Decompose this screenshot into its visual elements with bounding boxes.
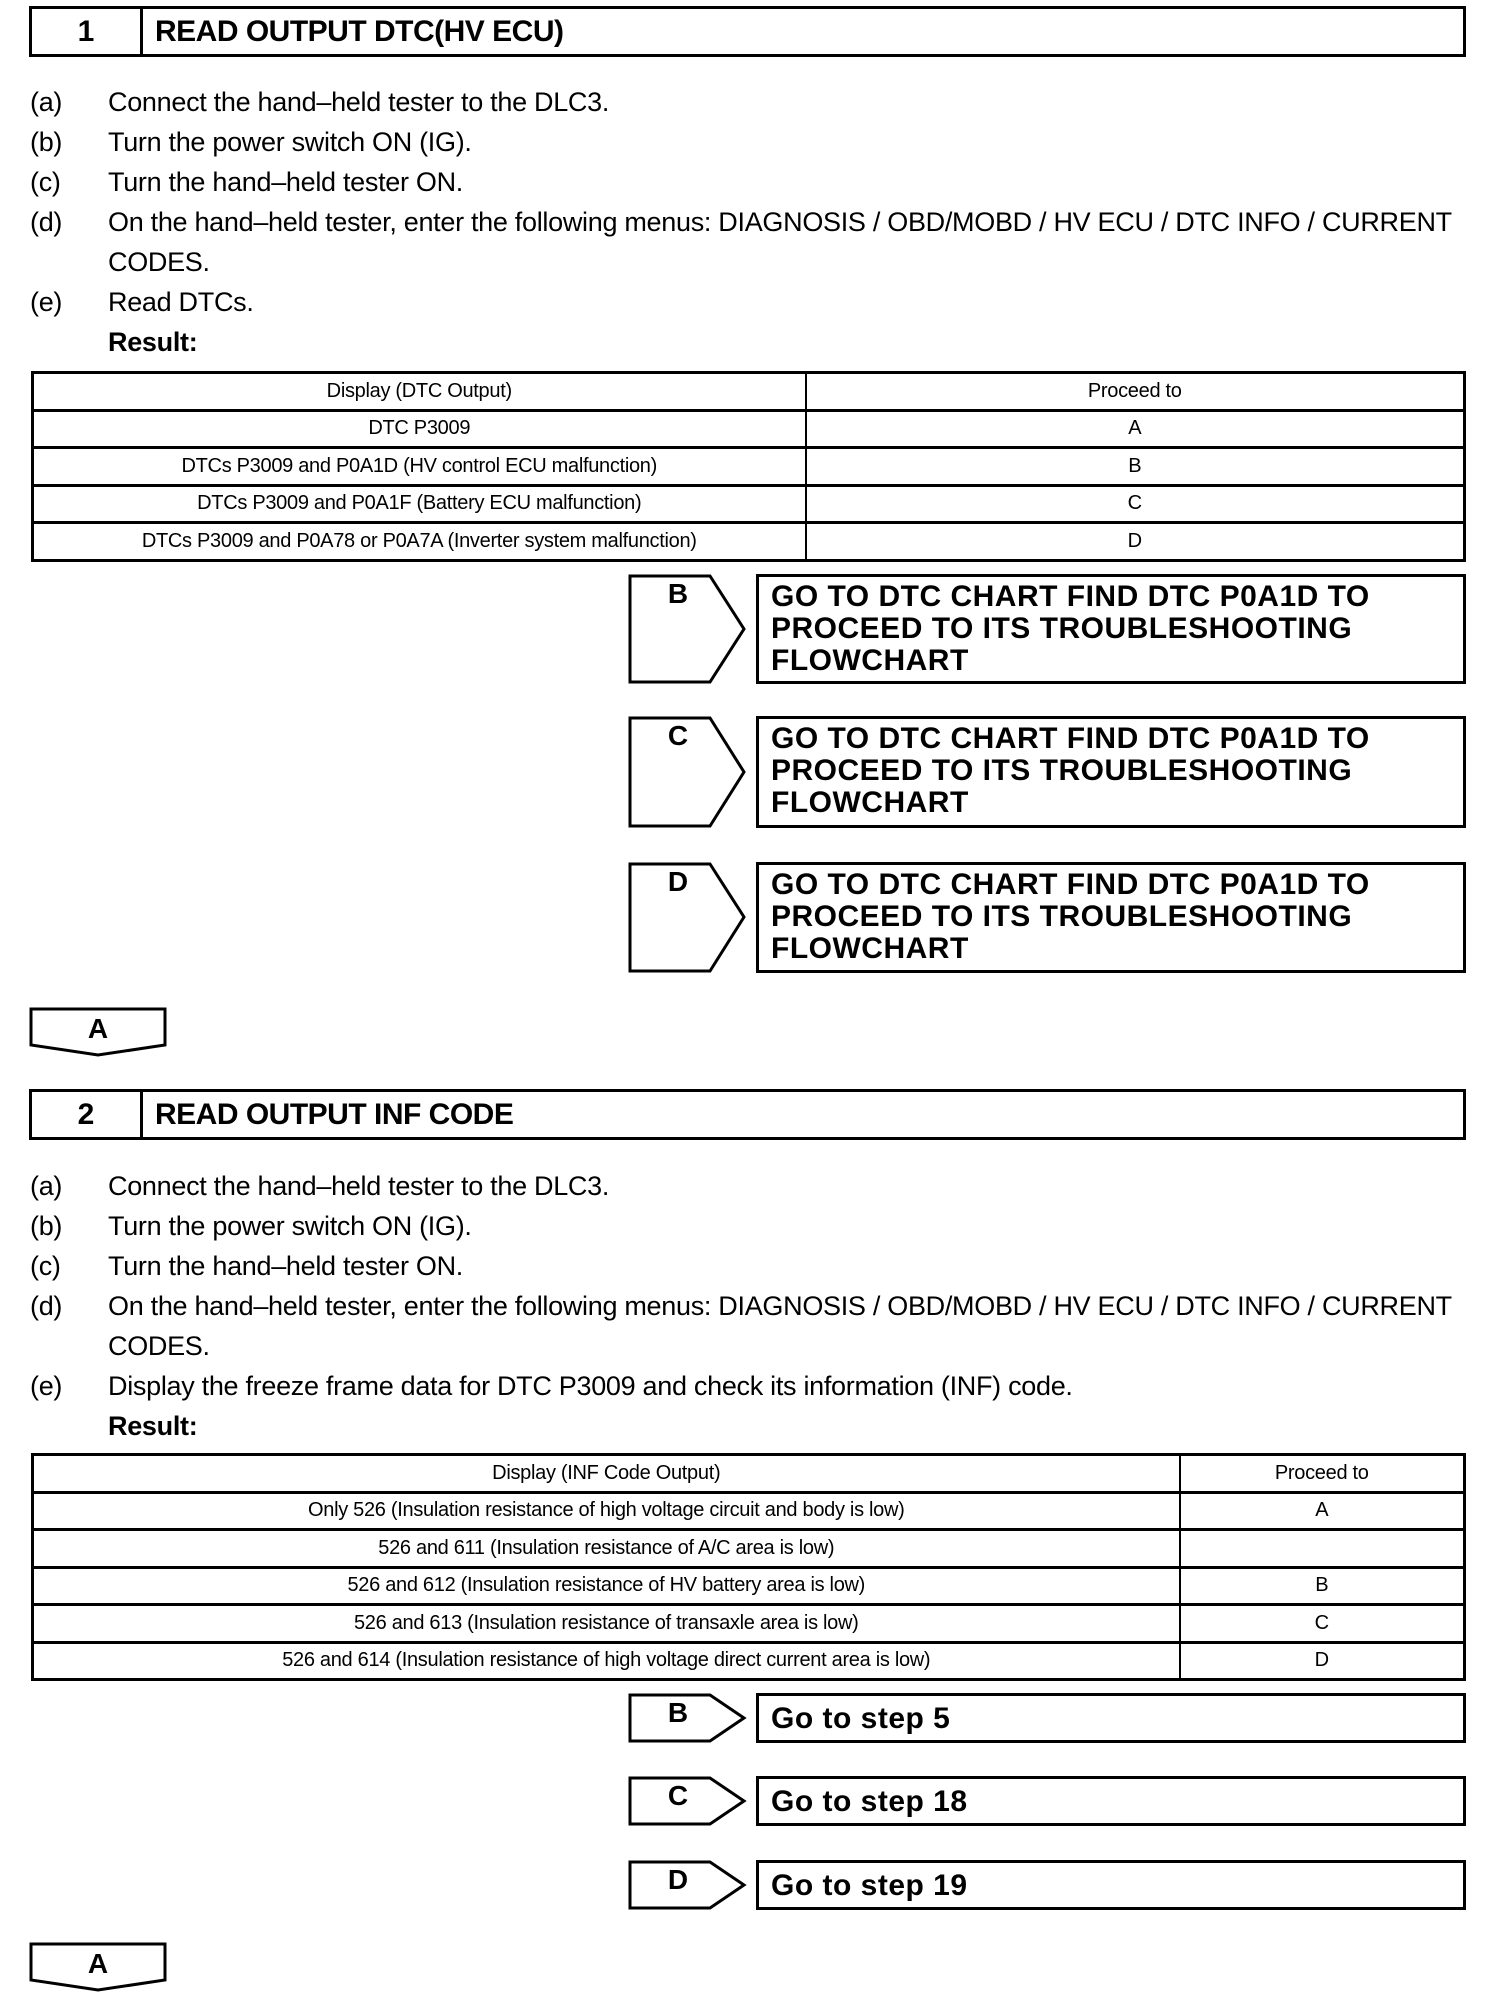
display-cell: DTCs P3009 and P0A1D (HV control ECU malfunction) bbox=[33, 448, 806, 486]
marker-label: A bbox=[87, 1948, 109, 1979]
item-label: (a) bbox=[30, 87, 63, 117]
branch-c-action: Go to step 18 bbox=[756, 1776, 1466, 1826]
instruction-item bbox=[30, 1246, 1470, 1286]
step-title: READ OUTPUT DTC(HV ECU) bbox=[155, 14, 564, 48]
display-cell: 526 and 614 (Insulation resistance of high voltage direct current area is low) bbox=[33, 1642, 1180, 1680]
item-text: On the hand–held tester, enter the following menus: DIAGNOSIS / OBD/MOBD / HV ECU / DTC INFO / CURRENT CODES. bbox=[108, 1291, 1452, 1361]
instruction-item bbox=[30, 202, 1470, 282]
column-header: Display (INF Code Output) bbox=[33, 1455, 1180, 1493]
table-row bbox=[33, 1642, 1465, 1680]
display-cell: 526 and 612 (Insulation resistance of HV battery area is low) bbox=[33, 1567, 1180, 1605]
branch-label: D bbox=[667, 1864, 689, 1895]
branch-b-arrow bbox=[628, 1693, 746, 1743]
table-header-row bbox=[33, 373, 1465, 411]
item-label: (c) bbox=[30, 1251, 61, 1281]
table-row bbox=[33, 485, 1465, 523]
display-cell: DTC P3009 bbox=[33, 410, 806, 448]
branch-label: B bbox=[667, 1697, 689, 1728]
instruction-item bbox=[30, 1166, 1470, 1206]
display-cell: Only 526 (Insulation resistance of high voltage circuit and body is low) bbox=[33, 1492, 1180, 1530]
column-header: Proceed to bbox=[1180, 1455, 1465, 1493]
table-row bbox=[33, 1530, 1465, 1568]
item-text: Turn the hand–held tester ON. bbox=[108, 167, 464, 197]
item-text: Read DTCs. bbox=[108, 287, 254, 317]
step-2-header bbox=[29, 1089, 1466, 1140]
proceed-cell: B bbox=[1180, 1567, 1465, 1605]
instruction-item bbox=[30, 1206, 1470, 1246]
table-row bbox=[33, 523, 1465, 561]
step-number: 2 bbox=[32, 1092, 143, 1137]
item-text: Display the freeze frame data for DTC P3009 and check its information (INF) code. bbox=[108, 1371, 1073, 1401]
step-2-instructions bbox=[30, 1166, 1470, 1446]
table-row bbox=[33, 448, 1465, 486]
table-header-row bbox=[33, 1455, 1465, 1493]
table-row bbox=[33, 1492, 1465, 1530]
step-title: READ OUTPUT INF CODE bbox=[155, 1097, 514, 1131]
item-text: Connect the hand–held tester to the DLC3. bbox=[108, 1171, 610, 1201]
item-text: On the hand–held tester, enter the following menus: DIAGNOSIS / OBD/MOBD / HV ECU / DTC INFO / CURRENT CODES. bbox=[108, 207, 1452, 277]
item-text: Turn the hand–held tester ON. bbox=[108, 1251, 464, 1281]
proceed-cell: D bbox=[1180, 1642, 1465, 1680]
step-number: 1 bbox=[32, 9, 143, 54]
marker-label: A bbox=[87, 1013, 109, 1044]
item-text: Turn the power switch ON (IG). bbox=[108, 127, 472, 157]
item-label: (e) bbox=[30, 1371, 63, 1401]
item-text: Connect the hand–held tester to the DLC3. bbox=[108, 87, 610, 117]
result-label: Result: bbox=[108, 1411, 198, 1441]
next-step-a-marker bbox=[29, 1007, 167, 1055]
item-label: (a) bbox=[30, 1171, 63, 1201]
instruction-item bbox=[30, 1366, 1470, 1406]
table-row bbox=[33, 1605, 1465, 1643]
inf-result-table bbox=[31, 1453, 1466, 1681]
next-step-a-marker bbox=[29, 1942, 167, 1990]
table-row bbox=[33, 1567, 1465, 1605]
branch-label: B bbox=[667, 578, 689, 609]
column-header: Proceed to bbox=[806, 373, 1465, 411]
item-label: (c) bbox=[30, 167, 61, 197]
proceed-cell: D bbox=[806, 523, 1465, 561]
step-1-instructions bbox=[30, 82, 1470, 362]
column-header: Display (DTC Output) bbox=[33, 373, 806, 411]
display-cell: DTCs P3009 and P0A1F (Battery ECU malfunction) bbox=[33, 485, 806, 523]
proceed-cell bbox=[1180, 1530, 1465, 1568]
branch-c-action: GO TO DTC CHART FIND DTC P0A1D TO PROCEED TO ITS TROUBLESHOOTING FLOWCHART bbox=[756, 716, 1466, 828]
branch-d-arrow bbox=[628, 1860, 746, 1910]
instruction-item bbox=[30, 122, 1470, 162]
branch-c-arrow bbox=[628, 1776, 746, 1826]
display-cell: 526 and 613 (Insulation resistance of transaxle area is low) bbox=[33, 1605, 1180, 1643]
proceed-cell: C bbox=[1180, 1605, 1465, 1643]
item-text: Turn the power switch ON (IG). bbox=[108, 1211, 472, 1241]
step-1-header bbox=[29, 6, 1466, 57]
item-label: (b) bbox=[30, 1211, 63, 1241]
branch-d-action: GO TO DTC CHART FIND DTC P0A1D TO PROCEED TO ITS TROUBLESHOOTING FLOWCHART bbox=[756, 862, 1466, 973]
proceed-cell: B bbox=[806, 448, 1465, 486]
display-cell: DTCs P3009 and P0A78 or P0A7A (Inverter system malfunction) bbox=[33, 523, 806, 561]
item-label: (b) bbox=[30, 127, 63, 157]
table-row bbox=[33, 410, 1465, 448]
instruction-item bbox=[30, 1286, 1470, 1366]
dtc-result-table bbox=[31, 371, 1466, 562]
item-label: (e) bbox=[30, 287, 63, 317]
instruction-item bbox=[30, 162, 1470, 202]
branch-b-action: GO TO DTC CHART FIND DTC P0A1D TO PROCEED TO ITS TROUBLESHOOTING FLOWCHART bbox=[756, 574, 1466, 684]
proceed-cell: A bbox=[1180, 1492, 1465, 1530]
display-cell: 526 and 611 (Insulation resistance of A/C area is low) bbox=[33, 1530, 1180, 1568]
branch-label: D bbox=[667, 866, 689, 897]
instruction-item bbox=[30, 82, 1470, 122]
branch-d-action: Go to step 19 bbox=[756, 1860, 1466, 1910]
branch-label: C bbox=[667, 1780, 689, 1811]
branch-b-arrow bbox=[628, 574, 746, 684]
proceed-cell: A bbox=[806, 410, 1465, 448]
proceed-cell: C bbox=[806, 485, 1465, 523]
item-label: (d) bbox=[30, 1291, 63, 1321]
instruction-item bbox=[30, 282, 1470, 322]
branch-d-arrow bbox=[628, 862, 746, 973]
branch-c-arrow bbox=[628, 716, 746, 828]
item-label: (d) bbox=[30, 207, 63, 237]
result-label: Result: bbox=[108, 327, 198, 357]
branch-label: C bbox=[667, 720, 689, 751]
branch-b-action: Go to step 5 bbox=[756, 1693, 1466, 1743]
